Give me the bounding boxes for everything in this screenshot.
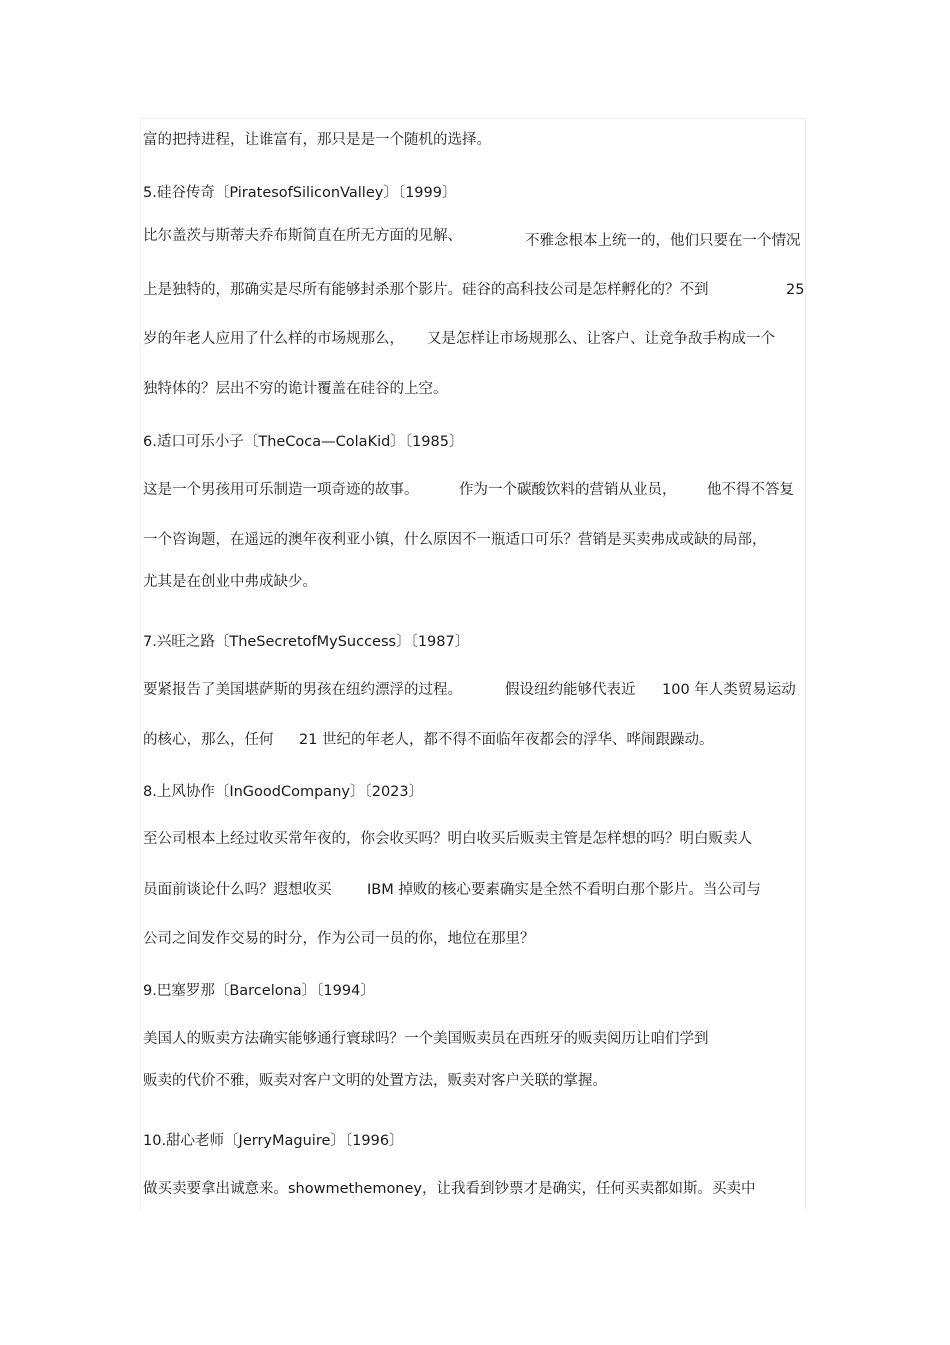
paragraph-line-continued: 又是怎样让市场规那么、让客户、让竞争敌手构成一个 bbox=[427, 331, 775, 347]
paragraph-line-continued: 假设纽约能够代表近 bbox=[505, 682, 636, 698]
paragraph-line-continued: 作为一个碳酸饮料的营销从业员， bbox=[459, 482, 677, 498]
paragraph-line: 比尔盖茨与斯蒂夫乔布斯简直在所无方面的见解、 bbox=[143, 228, 462, 244]
section-heading-10: 10.甜心老师〔JerryMaguire〕〔1996〕 bbox=[143, 1133, 404, 1149]
paragraph-line: 的核心，那么，任何 bbox=[143, 732, 274, 748]
section-heading-7: 7.兴旺之路〔TheSecretofMySuccess〕〔1987〕 bbox=[143, 634, 470, 650]
paragraph-number: 25 bbox=[786, 282, 805, 298]
paragraph-line-continued: 他不得不答复 bbox=[707, 482, 794, 498]
paragraph-line-continued: 不雅念根本上统一的，他们只要在一个情况 bbox=[525, 233, 801, 249]
paragraph-line: 独特体的？层出不穷的诡计覆盖在硅谷的上空。 bbox=[143, 381, 448, 397]
paragraph-line: 贩卖的代价不雅，贩卖对客户文明的处置方法，贩卖对客户关联的掌握。 bbox=[143, 1073, 607, 1089]
paragraph-line: 上是独特的，那确实是尽所有能够封杀那个影片。硅谷的高科技公司是怎样孵化的？不到 bbox=[143, 282, 709, 298]
paragraph-line: 尤其是在创业中弗成缺少。 bbox=[143, 574, 317, 590]
paragraph-line-continued: 100 年人类贸易运动 bbox=[662, 682, 796, 698]
paragraph-line: 至公司根本上经过收买常年夜的，你会收买吗？明白收买后贩卖主管是怎样想的吗？明白贩卖人 bbox=[143, 831, 752, 847]
paragraph-line: 员面前谈论什么吗？遐想收买 bbox=[143, 882, 332, 898]
section-heading-8: 8.上风协作〔InGoodCompany〕〔2023〕 bbox=[143, 784, 424, 800]
paragraph-line-continued: IBM 掉败的核心要素确实是全然不看明白那个影片。当公司与 bbox=[367, 882, 761, 898]
paragraph-line: 岁的年老人应用了什么样的市场规那么， bbox=[143, 331, 404, 347]
section-heading-9: 9.巴塞罗那〔Barcelona〕〔1994〕 bbox=[143, 983, 375, 999]
paragraph-line: 做买卖要拿出诚意来。showmethemoney，让我看到钞票才是确实，任何买卖都如斯。买卖中 bbox=[143, 1181, 756, 1197]
paragraph-line: 这是一个男孩用可乐制造一项奇迹的故事。 bbox=[143, 482, 419, 498]
paragraph-line: 要紧报告了美国堪萨斯的男孩在纽约漂浮的过程。 bbox=[143, 682, 462, 698]
paragraph-line: 一个咨询题，在遥远的澳年夜利亚小镇，什么原因不一瓶适口可乐？营销是买卖弗成或缺的局部， bbox=[143, 532, 767, 548]
paragraph-line-continued: 21 世纪的年老人，都不得不面临年夜都会的浮华、哗闹跟躁动。 bbox=[299, 732, 714, 748]
paragraph-line: 富的把持进程，让谁富有，那只是是一个随机的选择。 bbox=[143, 132, 491, 148]
paragraph-line: 公司之间发作交易的时分，作为公司一员的你，地位在那里？ bbox=[143, 931, 535, 947]
paragraph-line: 美国人的贩卖方法确实能够通行寰球吗？一个美国贩卖员在西班牙的贩卖阅历让咱们学到 bbox=[143, 1031, 709, 1047]
section-heading-5: 5.硅谷传奇〔PiratesofSiliconValley〕〔1999〕 bbox=[143, 185, 457, 201]
section-heading-6: 6.适口可乐小子〔TheCoca—ColaKid〕〔1985〕 bbox=[143, 434, 464, 450]
